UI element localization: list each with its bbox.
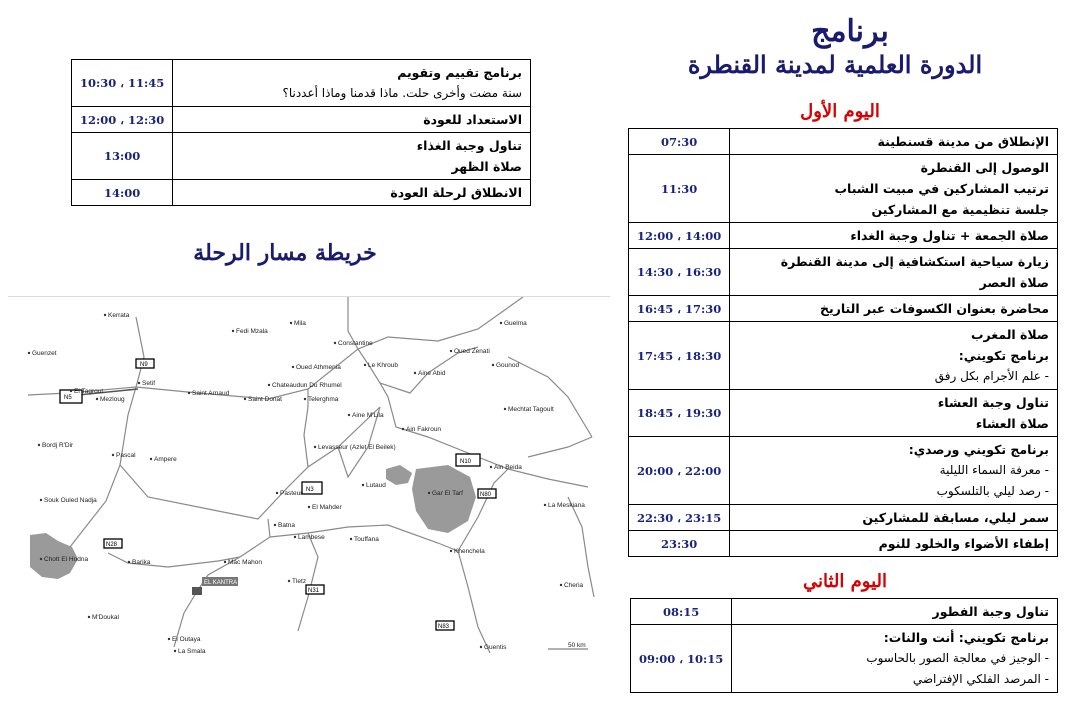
activity-line: برنامج تكويني: [958,348,1049,363]
activity-cell [730,437,1058,505]
place-label: Chateaudun Du Rhumel [272,382,342,389]
place-label: Guenzet [32,350,57,357]
place-label: Telerghma [308,396,339,403]
activity-line: برنامج تكويني: أنت والنات: [883,630,1049,645]
time-cell: 18:45 ، 19:30 [629,390,730,437]
place-dot [304,398,306,400]
activity-subitem: - علم الأجرام بكل رفق [934,369,1049,383]
place-label: Kerrata [108,312,130,319]
place-label: Fedi Mzala [236,328,268,335]
svg-text:N5: N5 [64,395,72,401]
place-dot [174,650,176,652]
place-label: La Meskiana [548,502,585,509]
place-dot [112,454,114,456]
place-dot [348,414,350,416]
place-dot [188,392,190,394]
place-dot [40,499,42,501]
place-dot [450,350,452,352]
place-dot [28,352,30,354]
place-label: Aine M'Lila [352,412,384,419]
activity-line: صلاة العصر [979,275,1049,290]
place-dot [314,446,316,448]
schedule-row [629,249,1058,296]
place-dot [362,484,364,486]
place-dot [364,364,366,366]
svg-text:N9: N9 [140,362,148,368]
place-label: Saint Donat [248,396,282,403]
time-cell: 07:30 [629,129,730,155]
time-cell: 23:30 [629,531,730,557]
time-cell: 16:45 ، 17:30 [629,296,730,322]
activity-cell [730,531,1058,557]
activity-line: برنامج تقييم وتقويم [397,65,522,80]
place-dot [274,524,276,526]
place-label: Pasteur [280,490,303,497]
activity-cell [173,180,531,206]
place-label: Mac Mahon [228,559,262,566]
place-dot [70,390,72,392]
place-dot [292,366,294,368]
activity-line: الوصول إلى القنطرة [920,160,1049,175]
place-label: Souk Ouled Nadja [44,497,97,504]
activity-cell [732,625,1058,693]
place-dot [150,458,152,460]
garaet-area [412,465,476,533]
place-label: Touffana [354,536,379,543]
place-label: Guentis [484,644,507,651]
place-dot [268,384,270,386]
place-label: Ain Fakroun [406,426,442,433]
activity-line: تناول وجبة الغذاء [416,138,522,153]
schedule-row [629,223,1058,249]
road-network [28,297,594,653]
place-dot [96,398,98,400]
place-dot [490,466,492,468]
schedule-row [629,505,1058,531]
place-label: Mezloug [100,396,125,403]
road-badge-n83 [436,621,454,630]
place-dot [500,322,502,324]
place-label: Constantine [338,340,373,347]
activity-line: صلاة الظهر [451,159,522,174]
time-cell: 14:30 ، 16:30 [629,249,730,296]
program-title: برنامج [811,14,889,49]
activity-subitem: - الوجيز في معالجة الصور بالحاسوب [866,651,1049,665]
place-dot [350,538,352,540]
schedule-row [629,531,1058,557]
activity-line: محاضرة بعنوان الكسوفات عبر التاريخ [819,301,1049,316]
schedule-row [72,133,531,180]
activity-subitem: - معرفة السماء الليلية [939,463,1049,477]
activity-cell [732,599,1058,625]
activity-cell [173,60,531,107]
place-label: Saint Arnaud [192,390,230,397]
activity-cell [730,322,1058,390]
day2-schedule-table-b [71,59,531,206]
place-label: Ain Beida [494,464,522,471]
activity-cell [730,155,1058,223]
place-label: Tletz [292,578,307,585]
place-label: Levasseur (Azlet El Beilek) [318,444,396,451]
activity-subitem: - رصد ليلي بالتلسكوب [936,484,1049,498]
map-title: خريطة مسار الرحلة [193,240,377,266]
place-label: Chott El Hodna [44,556,89,563]
program-subtitle: الدورة العلمية لمدينة القنطرة [687,50,983,79]
road-badge-n10 [456,454,480,466]
place-label: Guelma [504,320,527,327]
time-cell: 11:30 [629,155,730,223]
activity-line: صلاة الجمعة + تناول وجبة الغداء [850,228,1049,243]
place-label: Oued Athmenia [296,364,341,371]
place-label: Aine Abid [418,370,446,377]
place-dot [290,322,292,324]
place-label: Cheria [564,582,584,589]
schedule-row [629,296,1058,322]
activity-cell [730,223,1058,249]
schedule-row [72,107,531,133]
schedule-row [631,625,1058,693]
place-dot [128,561,130,563]
place-label: Batna [278,522,295,529]
activity-cell [730,390,1058,437]
time-cell: 12:00 ، 14:00 [629,223,730,249]
activity-line: تناول وجبة العشاء [937,395,1049,410]
day1-heading: اليوم الأول [800,101,880,122]
time-cell: 12:00 ، 12:30 [72,107,173,133]
activity-cell [173,107,531,133]
place-dot [492,364,494,366]
activity-line: تناول وجبة الفطور [932,604,1049,619]
place-label: Mila [294,320,306,327]
place-dot [560,584,562,586]
place-label: La Smala [178,648,206,655]
activity-subitem: سنة مضت وأخرى حلت. ماذا قدمنا وماذا أعددنا؟ [282,86,522,100]
road-badge-n9 [136,359,154,368]
activity-line: الإنطلاق من مدينة قسنطينة [877,134,1049,149]
day2-schedule-table-a [630,598,1058,693]
place-label: Khenchela [454,548,485,555]
route-map-canvas [8,297,610,667]
svg-text:N83: N83 [438,624,450,630]
activity-line: إطفاء الأضواء والخلود للنوم [878,536,1049,551]
place-label: Barika [132,559,151,566]
place-label: Gounod [496,362,520,369]
place-dot [480,646,482,648]
activity-cell [730,296,1058,322]
time-cell: 14:00 [72,180,173,206]
place-dot [104,314,106,316]
place-label: El Tagrout [74,388,104,395]
schedule-row [72,180,531,206]
place-dot [168,638,170,640]
place-dot [414,372,416,374]
schedule-row [629,390,1058,437]
road-badge-n3 [302,482,322,494]
activity-line: ترتيب المشاركين في مبيت الشباب [834,181,1049,196]
place-dot [334,342,336,344]
lake-area [386,465,412,485]
schedule-row [629,155,1058,223]
place-dot [38,444,40,446]
place-dot [244,398,246,400]
place-dot [138,382,140,384]
place-dot [276,492,278,494]
activity-cell [730,129,1058,155]
place-label: Lambese [298,534,325,541]
schedule-row [629,129,1058,155]
road-badge-n80 [478,489,496,498]
time-cell: 17:45 ، 18:30 [629,322,730,390]
activity-line: زيارة سياحية استكشافية إلى مدينة القنطرة [780,254,1049,269]
place-label: El Outaya [172,636,201,643]
place-dot [232,330,234,332]
day1-schedule-table [628,128,1058,557]
svg-text:N31: N31 [308,588,320,594]
place-label: Bordj R'Dir [42,442,74,449]
time-cell: 08:15 [631,599,732,625]
place-label: Lutaud [366,482,386,489]
time-cell: 09:00 ، 10:15 [631,625,732,693]
place-dot [88,616,90,618]
place-dot [294,536,296,538]
activity-cell [173,133,531,180]
schedule-row [629,322,1058,390]
activity-line: برنامج تكويني ورصدي: [908,442,1049,457]
place-dot [308,506,310,508]
el-kantara-label: EL KANTRA [204,580,238,586]
activity-line: الانطلاق لرحلة العودة [390,185,522,200]
schedule-row [72,60,531,107]
place-dot [288,580,290,582]
time-cell: 20:00 ، 22:00 [629,437,730,505]
place-label: Le Khroub [368,362,398,369]
place-dot [428,492,430,494]
day2-heading: اليوم الثاني [802,571,888,592]
scale-label: 50 km [568,642,586,649]
place-dot [504,408,506,410]
svg-text:N3: N3 [306,487,314,493]
place-label: Pascal [116,452,136,459]
time-cell: 13:00 [72,133,173,180]
place-label: Ampere [154,456,177,463]
place-label: El Mahder [312,504,342,511]
road-badge-n28 [104,539,122,548]
road-badge-n31 [306,585,324,594]
place-dot [224,561,226,563]
activity-line: الاستعداد للعودة [423,112,522,127]
time-cell: 22:30 ، 23:15 [629,505,730,531]
place-dot [450,550,452,552]
activity-line: صلاة العشاء [975,416,1049,431]
svg-text:N10: N10 [460,459,472,465]
schedule-row [631,599,1058,625]
svg-text:N28: N28 [106,542,118,548]
route-map [8,296,610,667]
place-dot [402,428,404,430]
activity-cell [730,249,1058,296]
place-label: Setif [142,380,156,387]
svg-text:N80: N80 [480,492,492,498]
place-dot [40,558,42,560]
place-label: Mechtat Tagoult [508,406,554,413]
place-dot [544,504,546,506]
place-label: Oued Zenati [454,348,490,355]
activity-subitem: - المرصد الفلكي الإفتراضي [912,672,1049,686]
place-label: Gar El Tarf [432,490,463,497]
activity-line: جلسة تنظيمية مع المشاركين [871,202,1049,217]
activity-line: سمر ليلي، مسابقة للمشاركين [862,510,1049,525]
activity-line: صلاة المغرب [970,327,1049,342]
schedule-row [629,437,1058,505]
activity-cell [730,505,1058,531]
el-kantara-marker-icon [192,587,202,595]
time-cell: 10:30 ، 11:45 [72,60,173,107]
place-label: M'Doukal [92,614,119,621]
